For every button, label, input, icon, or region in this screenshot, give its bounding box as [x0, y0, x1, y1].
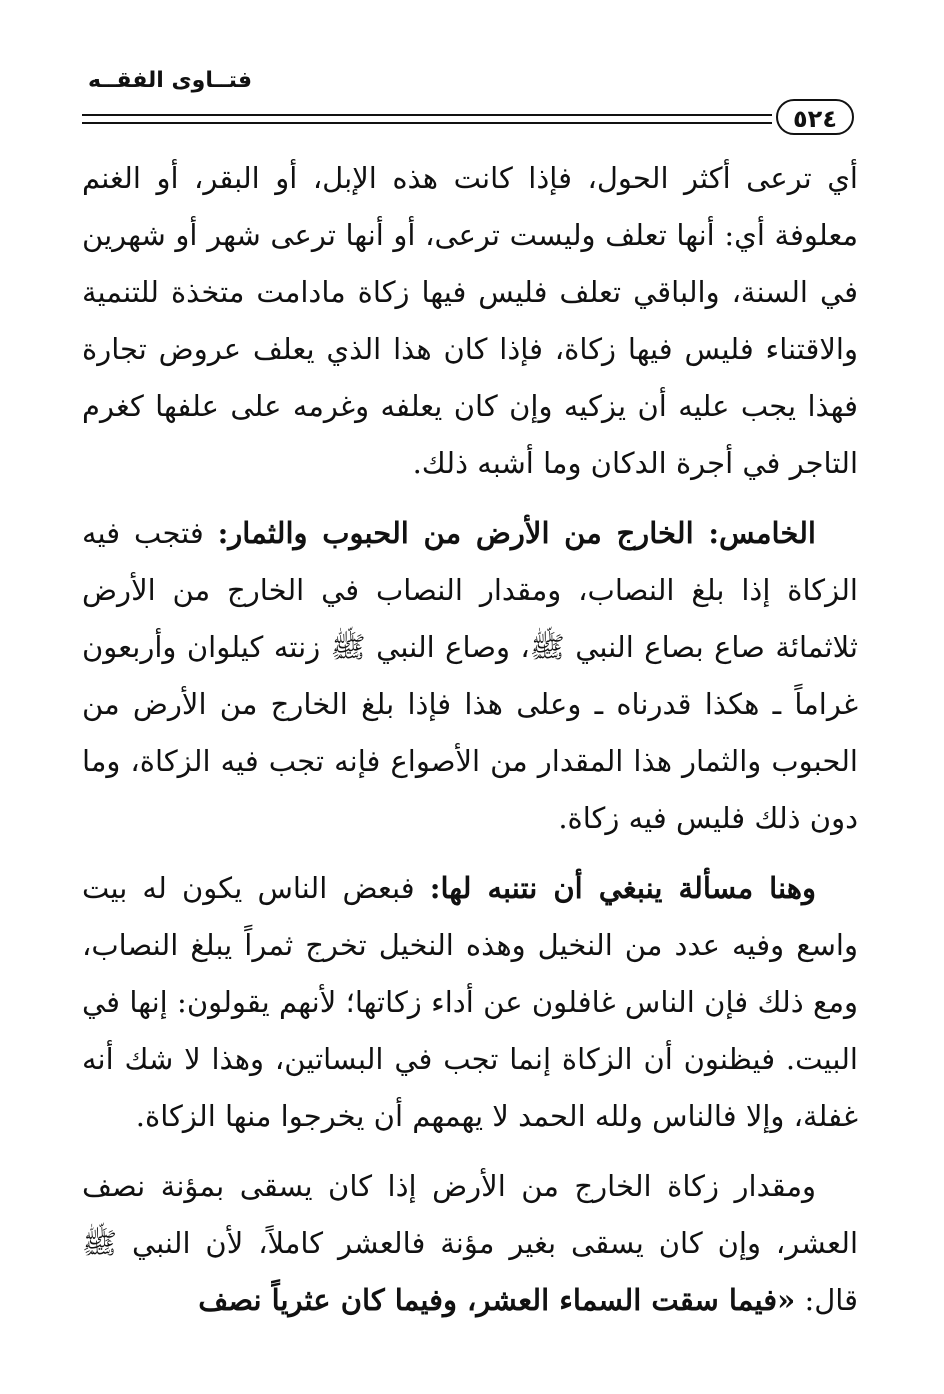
running-title — [0, 68, 944, 93]
paragraph-4-text: ومقدار زكاة الخارج من الأرض إذا كان يسقى بمؤنة نصف العشر، وإن كان يسقى بغير مؤنة فالعشر كاملاً، لأن النبي ﷺ قال: — [82, 1169, 858, 1317]
page-number-badge: ٥٢٤ — [776, 99, 854, 135]
paragraph-2 — [82, 505, 858, 847]
body-text — [82, 150, 858, 1329]
paragraph-3 — [82, 860, 858, 1145]
paragraph-1 — [82, 150, 858, 492]
paragraph-1-text: أي ترعى أكثر الحول، فإذا كانت هذه الإبل، أو البقر، أو الغنم معلوفة أي: أنها تعلف وليست ترعى، أو أنها ترعى شهر أو شهرين في السنة، والباقي تعلف فليس فيها زكاة مادامت متخذة للتنمية والاقتناء فليس فيها زكاة، فإذا كان هذا الذي يعلف عروض تجارة فهذا يجب عليه أن يزكيه وإن كان يعلفه وغرمه على علفها كغرم التاجر في أجرة الدكان وما أشبه ذلك. — [82, 161, 858, 480]
paragraph-2-text: فتجب فيه الزكاة إذا بلغ النصاب، ومقدار النصاب في الخارج من الأرض ثلاثمائة صاع بصاع النبي ﷺ، وصاع النبي ﷺ زنته كيلوان وأربعون غراماً ـ هكذا قدرناه ـ وعلى هذا فإذا بلغ الخارج من الأرض من الحبوب والثمار هذا المقدار من الأصواع فإنه تجب فيه الزكاة، وما دون ذلك فليس فيه زكاة. — [82, 516, 858, 835]
paragraph-3-text: فبعض الناس يكون له بيت واسع وفيه عدد من النخيل وهذه النخيل تخرج ثمراً يبلغ النصاب، ومع ذلك فإن الناس غافلون عن أداء زكاتها؛ لأنهم يقولون: إنها في البيت. فيظنون أن الزكاة إنما تجب في البساتين، وهذا لا شك أنه غفلة، وإلا فالناس ولله الحمد لا يهمهم أن يخرجوا منها الزكاة. — [82, 871, 858, 1133]
paragraph-3-lead: وهنا مسألة ينبغي أن نتنبه لها: — [429, 871, 816, 905]
book-title: فتــاوى الفقــه — [88, 68, 253, 93]
header-double-rule — [82, 114, 772, 124]
paragraph-4 — [82, 1158, 858, 1329]
paragraph-2-lead: الخامس: الخارج من الأرض من الحبوب والثمار: — [217, 516, 816, 550]
hadith-quote: «فيما سقت السماء العشر، وفيما كان عثرياً نصف — [198, 1283, 796, 1317]
